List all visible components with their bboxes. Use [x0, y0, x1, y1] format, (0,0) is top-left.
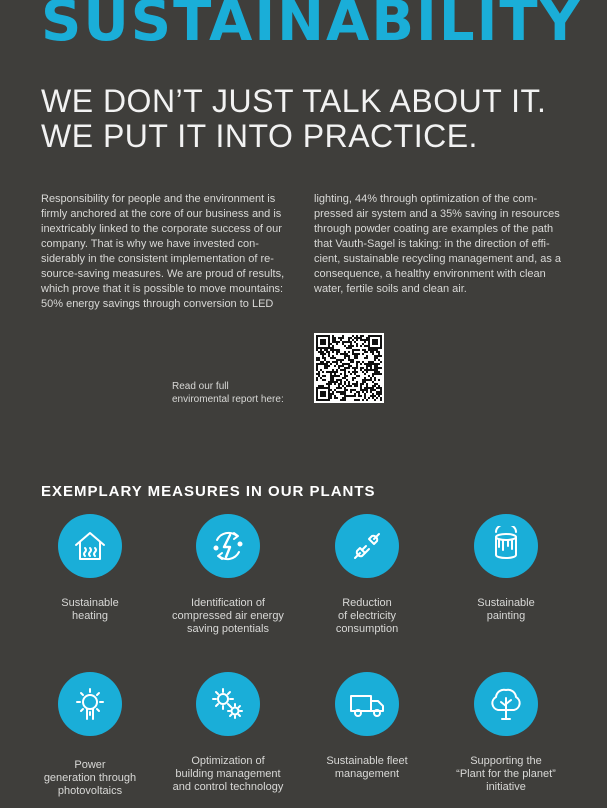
solar-plug-icon	[58, 672, 122, 736]
measure-label-line-3: saving potentials	[187, 623, 269, 635]
measure-plant-for-planet	[436, 672, 576, 794]
measure-label-line-2: generation through	[43, 772, 137, 784]
measure-label-line-1: Power	[74, 759, 106, 771]
page-subtitle	[41, 84, 546, 154]
measure-fleet	[297, 672, 437, 781]
measure-sustainable-heating	[20, 514, 160, 623]
qr-code[interactable]	[314, 333, 384, 403]
report-label	[172, 380, 284, 406]
tree-icon	[474, 672, 538, 736]
page-title: SUSTAINABILITY	[41, 0, 583, 54]
measure-label-line-3: consumption	[335, 623, 399, 635]
measure-label-line-1: Sustainable	[61, 597, 119, 609]
measure-label-line-2: of electricity	[337, 610, 397, 622]
report-label-line-2: enviromental report here:	[172, 394, 284, 405]
air-energy-icon	[196, 514, 260, 578]
report-label-line-1: Read our full	[172, 381, 229, 392]
house-heat-icon	[58, 514, 122, 578]
qr-code-icon	[314, 333, 384, 403]
measure-label-line-3: photovoltaics	[57, 785, 123, 797]
body-text-column-2: lighting, 44% through optimization of the com-pressed air system and a 35% saving in resources through powder coating are examples of the path that Vauth-Sagel is taking: in the direction of effi-cient, sustainable recycling management and, as a consequence, a healthy environment with clean water, fertile soils and clean air.	[314, 193, 562, 295]
measure-label-line-2: “Plant for the planet”	[456, 768, 556, 780]
measure-label-line-1: Identification of	[191, 597, 265, 609]
body-text-column-1: Responsibility for people and the environment is firmly anchored at the core of our business and is inextricably linked to the corporate success of our company. That is why we have invested con-siderably in the consistent implementation of re-source-saving measures. We are proud of results, which prove that it is possible to move mountains: 50% energy savings through conversion to LED	[41, 193, 285, 310]
gears-icon	[196, 672, 260, 736]
measure-label-line-2: painting	[486, 610, 526, 622]
measure-photovoltaics	[20, 672, 160, 798]
measure-label-line-1: Sustainable fleet	[326, 755, 408, 767]
measure-label-line-1: Reduction	[342, 597, 392, 609]
measure-label-line-1: Optimization of	[191, 755, 265, 767]
measure-electricity	[297, 514, 437, 636]
measure-label-line-3: initiative	[486, 781, 526, 793]
measure-label-line-2: management	[334, 768, 400, 780]
measure-label-line-1: Supporting the	[470, 755, 542, 767]
measure-label-line-1: Sustainable	[477, 597, 535, 609]
measure-label-line-3: and control technology	[172, 781, 284, 793]
measure-painting	[436, 514, 576, 623]
truck-icon	[335, 672, 399, 736]
measure-label-line-2: building management	[175, 768, 281, 780]
measure-building-management	[158, 672, 298, 794]
paint-bucket-icon	[474, 514, 538, 578]
measure-label-line-2: heating	[71, 610, 109, 622]
measure-compressed-air	[158, 514, 298, 636]
measures-heading: EXEMPLARY MEASURES IN OUR PLANTS	[41, 483, 376, 500]
subtitle-line-2: WE PUT IT INTO PRACTICE.	[41, 118, 478, 154]
plug-icon	[335, 514, 399, 578]
subtitle-line-1: WE DON’T JUST TALK ABOUT IT.	[41, 83, 547, 119]
measure-label-line-2: compressed air energy	[172, 610, 284, 622]
